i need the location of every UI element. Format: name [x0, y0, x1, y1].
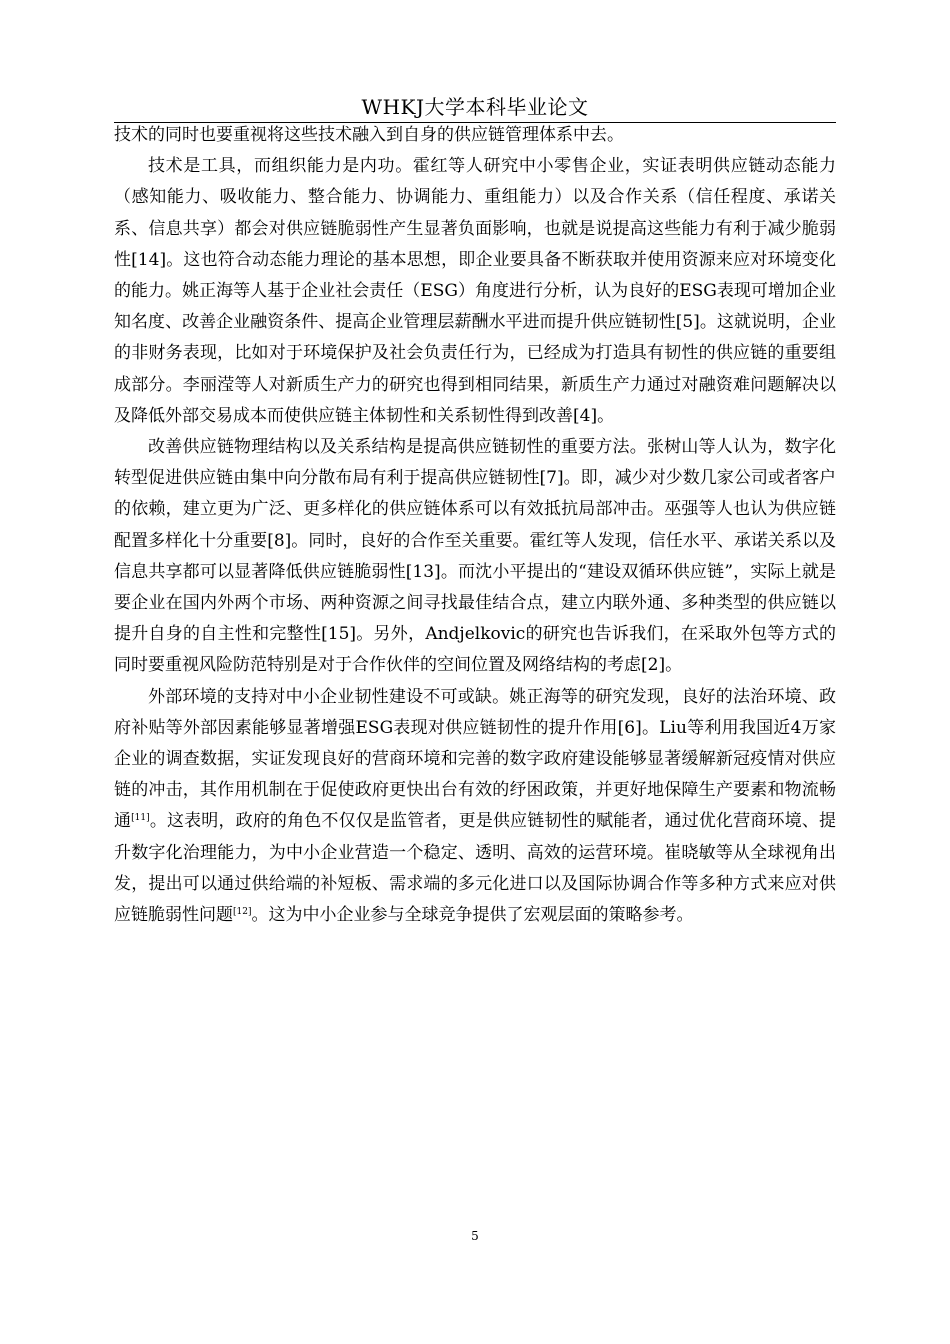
page-number: 5 [471, 1229, 479, 1243]
paragraph-4-text-c: 。这为中小企业参与全球竞争提供了宏观层面的策略参考。 [251, 905, 694, 926]
paragraph-1-text: 技术的同时也要重视将这些技术融入到自身的供应链管理体系中去。 [114, 125, 624, 145]
header-title: WHKJ大学本科毕业论文 [361, 95, 589, 119]
citation-12: [12] [233, 907, 252, 918]
paragraph-2 [114, 151, 836, 432]
paragraph-2-text: 技术是工具，而组织能力是内功。霍红等人研究中小零售企业，实证表明供应链动态能力（感知能力、吸收能力、整合能力、协调能力、重组能力）以及合作关系（信任程度、承诺关系、信息共享）都会对供应链脆弱性产生显著负面影响，也就是说提高这些能力有利于减少脆弱性[14]。这也符合动态能力理论的基本思想，即企业要具备不断获取并使用资源来应对环境变化的能力。姚正海等人基于企业社会责任（ESG）角度进行分析，认为良好的ESG表现可增加企业知名度、改善企业融资条件、提高企业管理层薪酬水平进而提升供应链韧性[5]。这就说明，企业的非财务表现，比如对于环境保护及社会负责任行为，已经成为打造具有韧性的供应链的重要组成部分。李丽滢等人对新质生产力的研究也得到相同结果，新质生产力通过对融资难问题解决以及降低外部交易成本而使供应链主体韧性和关系韧性得到改善[4]。 [114, 156, 836, 426]
paragraph-4-text-a: 外部环境的支持对中小企业韧性建设不可或缺。姚正海等的研究发现，良好的法治环境、政府补贴等外部因素能够显著增强ESG表现对供应链韧性的提升作用[6]。Liu等利用我国近4万家企业的调查数据，实证发现良好的营商环境和完善的数字政府建设能够显著缓解新冠疫情对供应链的冲击，其作用机制在于促使政府更快出台有效的纾困政策，并更好地保障生产要素和物流畅通 [114, 686, 836, 832]
paragraph-4 [114, 682, 836, 932]
page-header [114, 92, 836, 123]
body-text [114, 120, 836, 931]
paragraph-3 [114, 432, 836, 682]
paragraph-4-text-b: 。这表明，政府的角色不仅仅是监管者，更是供应链韧性的赋能者，通过优化营商环境、提升数字化治理能力，为中小企业营造一个稳定、透明、高效的运营环境。崔晓敏等从全球视角出发，提出可以通过供给端的补短板、需求端的多元化进口以及国际协调合作等多种方式来应对供应链脆弱性问题 [114, 811, 837, 926]
paragraph-1 [114, 120, 836, 151]
citation-11: [11] [131, 813, 150, 824]
paragraph-3-text: 改善供应链物理结构以及关系结构是提高供应链韧性的重要方法。张树山等人认为，数字化转型促进供应链由集中向分散布局有利于提高供应链韧性[7]。即，减少对少数几家公司或者客户的依赖，建立更为广泛、更多样化的供应链体系可以有效抵抗局部冲击。巫强等人也认为供应链配置多样化十分重要[8]。同时，良好的合作至关重要。霍红等人发现，信任水平、承诺关系以及信息共享都可以显著降低供应链脆弱性[13]。而沈小平提出的“建设双循环供应链”，实际上就是要企业在国内外两个市场、两种资源之间寻找最佳结合点，建立内联外通、多种类型的供应链以提升自身的自主性和完整性[15]。另外，Andjelkovic的研究也告诉我们，在采取外包等方式的同时要重视风险防范特别是对于合作伙伴的空间位置及网络结构的考虑[2]。 [114, 437, 836, 676]
